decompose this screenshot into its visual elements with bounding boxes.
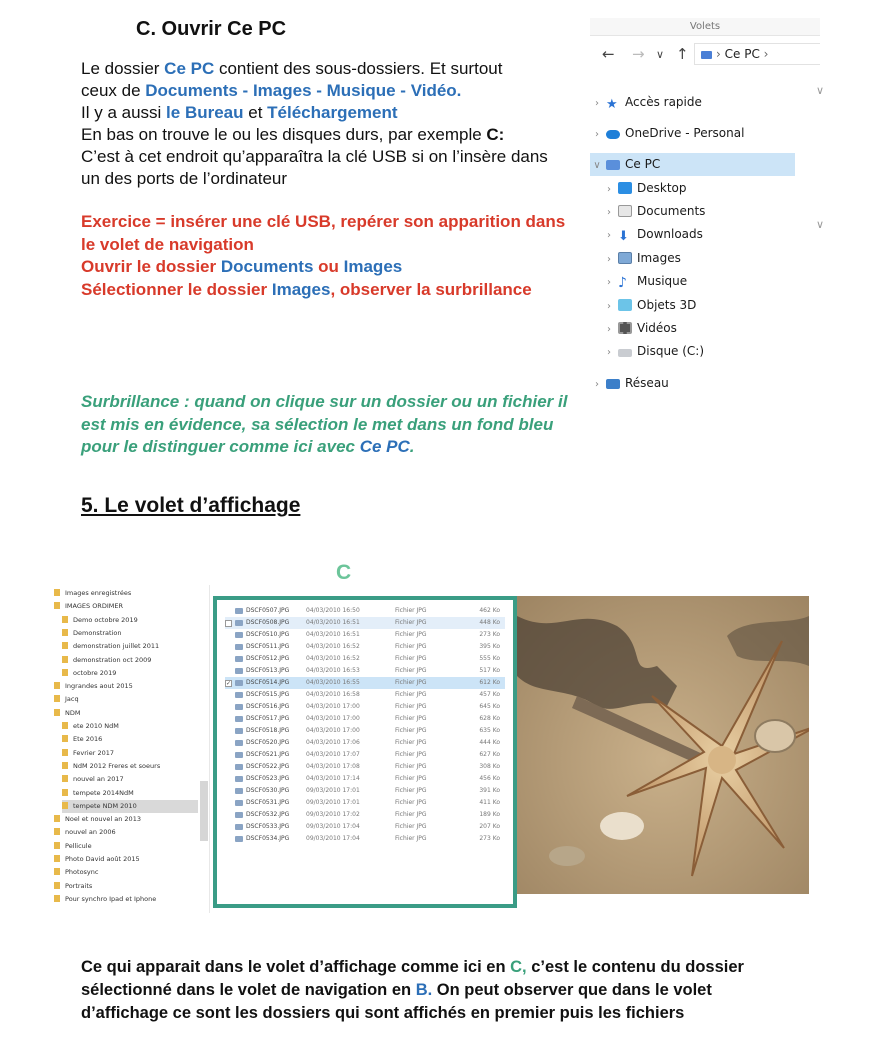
documents-folder-icon [618, 205, 632, 217]
display-pane-frame [213, 596, 517, 908]
file-date: 09/03/2010 17:02 [306, 811, 360, 818]
chevron-right-icon[interactable]: › [607, 207, 611, 218]
nav-item-onedrive[interactable] [590, 122, 795, 145]
c-reference: C, [510, 958, 527, 976]
tree-item-label: Ingrandes aout 2015 [65, 682, 133, 691]
file-type: Fichier JPG [395, 619, 427, 626]
tree-item-label: NDM [65, 708, 81, 717]
tree-item-label: Fevrier 2017 [73, 748, 114, 757]
up-arrow-icon[interactable]: ↑ [676, 45, 689, 63]
tree-item[interactable] [62, 800, 198, 813]
telechargement-term: Téléchargement [267, 103, 398, 122]
computer-icon [606, 160, 620, 170]
file-type: Fichier JPG [395, 607, 427, 614]
nav-item-disque-c[interactable] [602, 340, 807, 363]
file-name: DSCF0518.JPG [246, 727, 290, 734]
file-size: 555 Ko [479, 655, 500, 662]
file-size: 628 Ko [479, 715, 500, 722]
desktop-folder-icon [618, 182, 632, 194]
folder-icon [54, 589, 60, 596]
folder-icon [62, 775, 68, 782]
chevron-right-icon[interactable]: › [607, 254, 611, 265]
nav-item-label: Accès rapide [625, 95, 702, 109]
tree-scrollbar[interactable] [200, 781, 208, 841]
file-date: 04/03/2010 17:06 [306, 739, 360, 746]
tree-item[interactable] [54, 680, 198, 693]
tree-item[interactable] [62, 654, 198, 667]
nav-toolbar [590, 40, 820, 68]
tree-item-label: Photo David août 2015 [65, 855, 140, 863]
tree-item[interactable] [62, 747, 198, 760]
surbrillance-text: . [409, 437, 415, 456]
nav-item-label: Réseau [625, 376, 669, 390]
conclusion-text: On peut observer que dans le volet d’affichage ce sont les dossiers qui sont affichés en premier puis les fichiers [81, 981, 712, 1022]
back-arrow-icon[interactable]: ← [602, 45, 615, 63]
nav-item-label: Desktop [637, 181, 687, 195]
file-date: 09/03/2010 17:01 [306, 787, 360, 794]
file-name: DSCF0534.JPG [246, 835, 290, 842]
tree-item[interactable] [62, 667, 198, 680]
file-size: 645 Ko [479, 703, 500, 710]
file-date: 04/03/2010 17:08 [306, 763, 360, 770]
tree-item[interactable] [62, 627, 198, 640]
folder-icon [54, 695, 60, 702]
file-date: 04/03/2010 16:55 [306, 679, 360, 686]
chevron-right-icon[interactable]: › [607, 347, 611, 358]
file-size: 635 Ko [479, 727, 500, 734]
tree-item[interactable] [54, 587, 198, 600]
conclusion-text: c’est le contenu du dossier sélectionné dans le volet de navigation en [81, 958, 744, 999]
chevron-right-icon[interactable]: › [607, 301, 611, 312]
objects3d-folder-icon [618, 299, 632, 311]
file-date: 04/03/2010 16:51 [306, 631, 360, 638]
exercise-line: , observer la surbrillance [330, 279, 532, 299]
file-name: DSCF0515.JPG [246, 691, 290, 698]
folder-icon [54, 855, 60, 862]
path-chevron-icon: › [763, 47, 769, 61]
nav-item-label: OneDrive - Personal [625, 126, 745, 140]
chevron-right-icon[interactable]: › [607, 230, 611, 241]
tree-item-label: Images enregistrées [65, 589, 132, 597]
file-name: DSCF0510.JPG [246, 631, 290, 638]
folder-icon [54, 828, 60, 835]
folder-icon [62, 802, 68, 809]
file-date: 04/03/2010 17:07 [306, 751, 360, 758]
intro-text: C’est à cet endroit qu’apparaîtra la clé USB si on l’insère dans un des ports de l’ordinateur [81, 147, 548, 188]
file-name: DSCF0532.JPG [246, 811, 290, 818]
tree-item[interactable] [54, 826, 198, 839]
nav-item-label: Images [637, 251, 681, 265]
folders-list: Documents - Images - Musique - Vidéo. [145, 81, 462, 100]
file-date: 04/03/2010 17:00 [306, 703, 360, 710]
tree-item-label: Photosync [65, 868, 99, 877]
tree-item-label: tempete 2014NdM [73, 788, 134, 797]
tree-item-label: Ete 2016 [73, 735, 103, 744]
file-type: Fichier JPG [395, 703, 427, 710]
nav-item-label: Musique [637, 274, 688, 288]
intro-paragraph [81, 58, 571, 190]
nav-item-acces-rapide[interactable] [590, 91, 795, 114]
file-size: 395 Ko [479, 643, 500, 650]
file-date: 04/03/2010 16:58 [306, 691, 360, 698]
file-date: 04/03/2010 16:52 [306, 643, 360, 650]
tree-item[interactable] [54, 693, 198, 706]
conclusion-text: Ce qui apparait dans le volet d’affichage comme ici en [81, 958, 511, 976]
tree-item-label: Pour synchro Ipad et Iphone [65, 894, 157, 903]
exercise-line: Ouvrir le dossier [81, 257, 221, 276]
exercise-line: Sélectionner le dossier [81, 279, 272, 299]
nav-item-objets-3d[interactable] [602, 294, 807, 317]
chevron-right-icon[interactable]: › [595, 379, 599, 390]
file-size: 411 Ko [479, 799, 500, 806]
downloads-folder-icon: ⬇ [618, 229, 629, 244]
disk-term: C: [486, 125, 505, 144]
folder-icon [62, 616, 68, 623]
tree-item-label: Portraits [65, 881, 93, 890]
tree-item-label: IMAGES ORDIMER [65, 602, 123, 611]
chevron-right-icon[interactable]: › [607, 324, 611, 335]
nav-item-label: Documents [637, 204, 706, 218]
file-size: 456 Ko [479, 775, 500, 782]
file-name: DSCF0516.JPG [246, 703, 290, 710]
tree-item[interactable] [62, 787, 198, 800]
file-date: 04/03/2010 17:00 [306, 715, 360, 722]
file-type: Fichier JPG [395, 763, 427, 770]
tree-item-label: Jacq [65, 695, 79, 704]
file-type: Fichier JPG [395, 679, 427, 686]
file-date: 04/03/2010 17:14 [306, 775, 360, 782]
exercise-line: ou [313, 257, 344, 276]
tree-item[interactable] [54, 893, 198, 906]
label-c: C [336, 561, 352, 584]
file-size: 462 Ko [479, 607, 500, 614]
nav-item-musique[interactable] [602, 270, 807, 293]
chevron-down-icon[interactable]: ∨ [815, 218, 824, 231]
file-type: Fichier JPG [395, 799, 427, 806]
chevron-down-icon[interactable]: ∨ [656, 48, 665, 61]
file-date: 09/03/2010 17:04 [306, 823, 360, 830]
nav-item-label: Vidéos [637, 321, 677, 335]
disk-icon [618, 349, 632, 357]
file-date: 04/03/2010 16:53 [306, 667, 360, 674]
folder-icon [54, 682, 60, 689]
folder-icon [54, 868, 60, 875]
file-date: 04/03/2010 16:52 [306, 655, 360, 662]
tree-item[interactable] [54, 813, 198, 826]
surbrillance-note [81, 391, 581, 459]
navigation-pane-screenshot [590, 18, 824, 413]
tree-item[interactable] [54, 866, 198, 879]
folder-icon [62, 642, 68, 649]
folder-icon [62, 762, 68, 769]
exercise-line: Exercice = insérer une clé USB, repérer son apparition dans le volet de navigation [81, 212, 566, 254]
ce-pc-term: Ce PC [359, 437, 410, 456]
section-5-heading: 5. Le volet d’affichage [81, 494, 301, 517]
chevron-right-icon[interactable]: › [607, 184, 611, 195]
folder-tree [50, 585, 210, 913]
folder-icon [62, 789, 68, 796]
file-name: DSCF0514.JPG [246, 679, 290, 686]
star-icon: ★ [606, 97, 618, 112]
file-size: 308 Ko [479, 763, 500, 770]
file-size: 627 Ko [479, 751, 500, 758]
tree-item[interactable] [54, 840, 198, 853]
bureau-term: le Bureau [166, 103, 244, 122]
tree-item-label: demonstration juillet 2011 [73, 642, 160, 651]
file-name: DSCF0507.JPG [246, 607, 290, 614]
file-name: DSCF0531.JPG [246, 799, 290, 806]
file-name: DSCF0508.JPG [246, 619, 290, 626]
file-type: Fichier JPG [395, 775, 427, 782]
file-type: Fichier JPG [395, 835, 427, 842]
tree-item-label: Pellicule [65, 841, 92, 850]
tree-item[interactable] [62, 733, 198, 746]
tree-item[interactable] [62, 760, 198, 773]
file-date: 09/03/2010 17:04 [306, 835, 360, 842]
network-icon [606, 379, 620, 389]
file-size: 448 Ko [479, 619, 500, 626]
checkbox[interactable]: ✓ [226, 680, 232, 687]
file-type: Fichier JPG [395, 643, 427, 650]
file-name: DSCF0533.JPG [246, 823, 290, 830]
address-text: Ce PC [724, 47, 760, 61]
folder-icon [54, 602, 60, 609]
file-size: 391 Ko [479, 787, 500, 794]
file-size: 189 Ko [479, 811, 500, 818]
file-name: DSCF0522.JPG [246, 763, 290, 770]
images-term: Images [343, 257, 403, 276]
conclusion-paragraph [81, 956, 801, 1025]
chevron-right-icon[interactable]: › [607, 277, 611, 288]
file-name: DSCF0530.JPG [246, 787, 290, 794]
intro-text: Le dossier [81, 59, 165, 78]
tree-item-label: Noel et nouvel an 2013 [65, 815, 141, 824]
videos-folder-icon [618, 322, 632, 334]
file-size: 273 Ko [479, 835, 500, 842]
file-name: DSCF0511.JPG [246, 643, 290, 650]
images-term: Images [271, 279, 331, 299]
file-type: Fichier JPG [395, 715, 427, 722]
tree-item[interactable] [54, 600, 198, 613]
tree-item[interactable] [62, 640, 198, 653]
tree-item-label: octobre 2019 [73, 668, 117, 677]
chevron-right-icon[interactable]: › [595, 98, 599, 109]
tree-item[interactable] [62, 773, 198, 786]
section-c-heading: C. Ouvrir Ce PC [136, 18, 287, 40]
folder-icon [54, 895, 60, 902]
tree-item[interactable] [62, 614, 198, 627]
tree-item-label: ete 2010 NdM [73, 722, 119, 730]
nav-item-label: Objets 3D [637, 298, 697, 312]
intro-text: ceux de [81, 81, 146, 100]
nav-item-ce-pc[interactable] [590, 153, 795, 176]
file-type: Fichier JPG [395, 823, 427, 830]
exercise-block [81, 211, 581, 301]
tree-item-label: tempete NDM 2010 [73, 801, 137, 810]
file-type: Fichier JPG [395, 811, 427, 818]
chevron-down-icon[interactable]: ∨ [815, 84, 824, 97]
file-type: Fichier JPG [395, 727, 427, 734]
computer-icon [701, 51, 712, 59]
volets-header: Volets [590, 18, 820, 36]
tree-item-label: nouvel an 2006 [65, 828, 116, 837]
folder-icon [62, 735, 68, 742]
file-type: Fichier JPG [395, 751, 427, 758]
tree-item[interactable] [54, 853, 198, 866]
file-type: Fichier JPG [395, 691, 427, 698]
chevron-down-icon[interactable]: ∨ [593, 160, 601, 171]
nav-item-images[interactable] [602, 247, 807, 270]
file-name: DSCF0523.JPG [246, 775, 290, 782]
images-folder-icon [618, 252, 632, 264]
intro-text: contient des sous-dossiers. Et surtout [214, 59, 503, 78]
folder-icon [54, 815, 60, 822]
folder-icon [62, 629, 68, 636]
nav-item-downloads[interactable] [602, 223, 807, 246]
folder-icon [54, 882, 60, 889]
file-date: 09/03/2010 17:01 [306, 799, 360, 806]
nav-item-reseau[interactable] [590, 372, 795, 395]
file-name: DSCF0517.JPG [246, 715, 290, 722]
cloud-icon [606, 130, 620, 139]
surbrillance-text: Surbrillance : quand on clique sur un dossier ou un fichier il est mis en évidence, sa sélection le met dans un fond bleu pour le distinguer comme ici avec [81, 392, 568, 456]
intro-text: Il y a aussi [81, 103, 167, 122]
file-size: 517 Ko [479, 667, 500, 674]
file-date: 04/03/2010 16:50 [306, 607, 360, 614]
file-size: 444 Ko [479, 739, 500, 746]
tree-item[interactable] [54, 707, 198, 720]
file-type: Fichier JPG [395, 667, 427, 674]
nav-item-label: Disque (C:) [637, 344, 705, 358]
tree-item[interactable] [62, 720, 198, 733]
folder-icon [62, 722, 68, 729]
folder-icon [62, 656, 68, 663]
file-size: 457 Ko [479, 691, 500, 698]
tree-item-label: Demonstration [73, 628, 122, 637]
file-name: DSCF0512.JPG [246, 655, 290, 662]
file-size: 612 Ko [479, 679, 500, 686]
file-name: DSCF0521.JPG [246, 751, 290, 758]
file-type: Fichier JPG [395, 655, 427, 662]
nav-item-videos[interactable] [602, 317, 807, 340]
tree-item-label: demonstration oct 2009 [73, 655, 152, 664]
file-type: Fichier JPG [395, 739, 427, 746]
chevron-right-icon[interactable]: › [595, 129, 599, 140]
tree-item-label: NdM 2012 Freres et soeurs [73, 761, 161, 770]
nav-item-label: Ce PC [625, 157, 661, 171]
folder-icon [62, 669, 68, 676]
file-type: Fichier JPG [395, 631, 427, 638]
nav-item-documents[interactable] [602, 200, 807, 223]
starfish-photo [517, 596, 809, 894]
ce-pc-term: Ce PC [164, 59, 215, 78]
intro-text: et [243, 103, 268, 122]
folder-icon [54, 842, 60, 849]
tree-item-label: Demo octobre 2019 [73, 615, 138, 624]
file-size: 273 Ko [479, 631, 500, 638]
address-bar[interactable] [694, 43, 820, 65]
music-folder-icon: ♪ [618, 275, 627, 291]
nav-item-label: Downloads [637, 227, 703, 241]
file-date: 04/03/2010 17:00 [306, 727, 360, 734]
documents-term: Documents [220, 257, 314, 276]
intro-text: En bas on trouve le ou les disques durs, par exemple [81, 125, 487, 144]
folder-icon [62, 749, 68, 756]
file-type: Fichier JPG [395, 787, 427, 794]
tree-item-label: nouvel an 2017 [73, 775, 124, 784]
nav-item-desktop[interactable] [602, 177, 807, 200]
tree-item[interactable] [54, 880, 198, 893]
file-name: DSCF0513.JPG [246, 667, 290, 674]
file-size: 207 Ko [479, 823, 500, 830]
file-date: 04/03/2010 16:51 [306, 619, 360, 626]
forward-arrow-icon[interactable]: → [632, 45, 645, 63]
b-reference: B. [415, 981, 433, 999]
path-separator-icon: › [716, 47, 721, 61]
folder-icon [54, 709, 60, 716]
file-name: DSCF0520.JPG [246, 739, 290, 746]
